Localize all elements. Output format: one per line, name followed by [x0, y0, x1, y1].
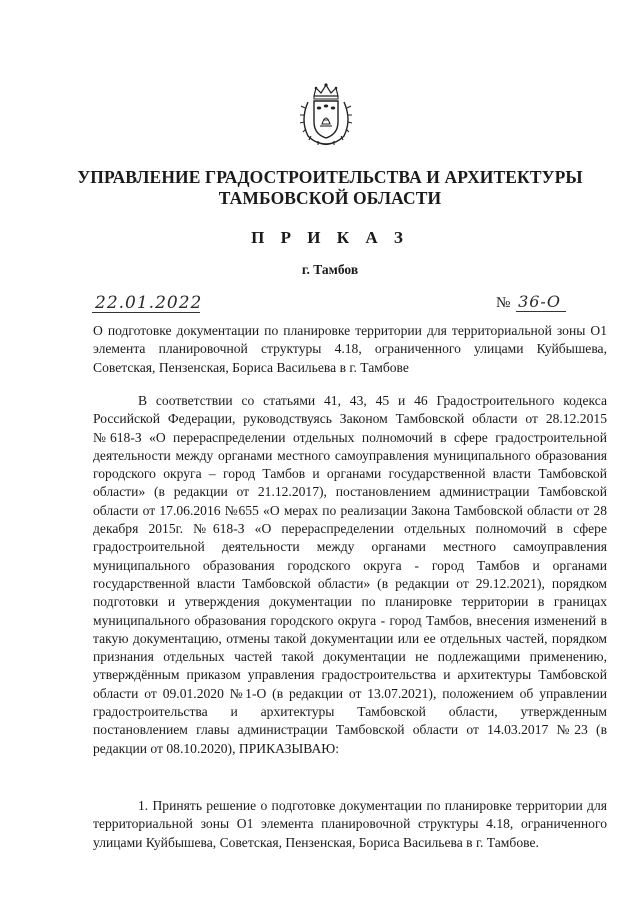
city: г. Тамбов: [301, 262, 359, 277]
document-subject: О подготовке документации по планировке территории для территориальной зоны О1 элемента планировочной структуры 4.18, ограниченного улицами Куйбышева, Советская, Пензенская, Бориса Васильева в г. Тамбове: [93, 323, 607, 375]
date-underline: [92, 312, 200, 313]
number-sign: №: [496, 295, 511, 311]
document-date: 22.01.2022: [95, 293, 203, 313]
number-value: 36-О: [518, 292, 561, 311]
preamble-paragraph: В соответствии со статьями 41, 43, 45 и 46 Градостроительного кодекса Российской Федерации, руководствуясь Законом Тамбовской области от 28.12.2015 №618-З «О перераспределении отдельных полномочий в сфере градостроительной деятельности между органами местного самоуправления муниципального образования городского округа – город Тамбов и органами государственной власти Тамбовской области» (в редакции от 21.12.2017), постановлением администрации Тамбовской области от 17.06.2016 №655 «О мерах по реализации Закона Тамбовской области от 28 декабря 2015г. №618-З «О перераспределении отдельных полномочий в сфере градостроительной деятельности между органами местного самоуправления муниципального образования городского округа - город Тамбов и органами государственной власти Тамбовской области» (в редакции от 29.12.2021), порядком подготовки и утверждения документации по планировке территории в границах муниципального образования городского округа - город Тамбов, внесения изменений в такую документацию, отмены такой документации или ее отдельных частей, порядком признания отдельных частей такой документации не подлежащими применению, утверждённым приказом управления градостроительства и архитектуры Тамбовской области от 09.01.2020 №1-О (в редакции от 13.07.2021), положением об управлении градостроительства и архитектуры Тамбовской области, утвержденным постановлением главы администрации Тамбовской области от 14.03.2017 №23 (в редакции от 08.10.2020), ПРИКАЗЫВАЮ:: [93, 393, 607, 756]
document-type: П Р И К А З: [251, 228, 409, 247]
order-item-1: 1. Принять решение о подготовке документации по планировке территории для территориальной зоны О1 элемента планировочной структуры 4.18, ограниченного улицами Куйбышева, Советская, Пензенская, Бориса Васильева в г. Тамбове.: [93, 798, 607, 850]
coat-of-arms-icon: [298, 82, 354, 148]
organization-title-line1: УПРАВЛЕНИЕ ГРАДОСТРОИТЕЛЬСТВА И АРХИТЕКТУРЫ: [77, 167, 583, 187]
number-underline: [516, 311, 566, 312]
organization-title: [40, 167, 620, 209]
document-number: [496, 292, 561, 312]
organization-title-line2: ТАМБОВСКОЙ ОБЛАСТИ: [218, 188, 442, 208]
